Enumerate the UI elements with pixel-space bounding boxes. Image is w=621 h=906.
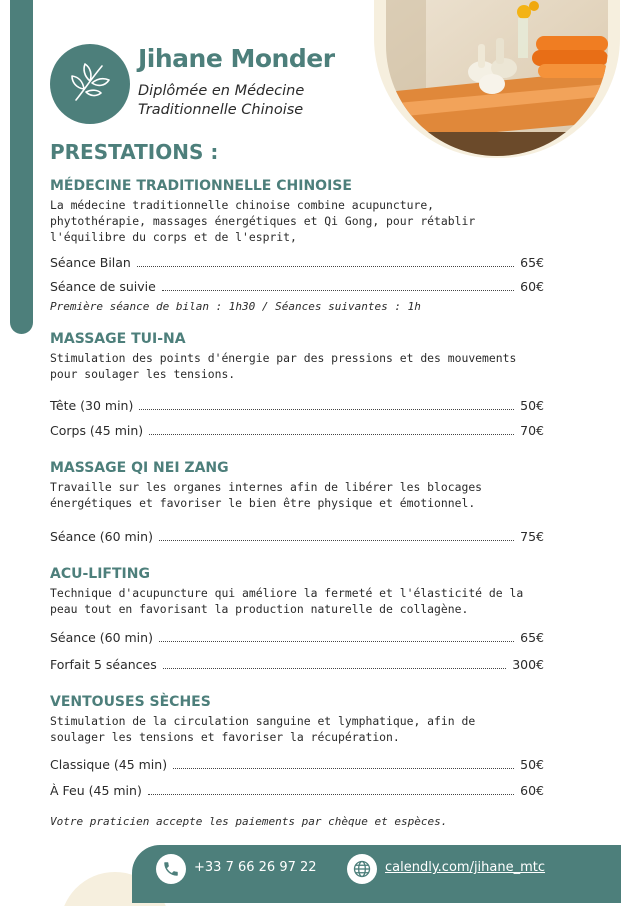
practitioner-name: Jihane Monder bbox=[138, 44, 335, 73]
service-price: 50€ bbox=[520, 757, 544, 772]
logo bbox=[50, 44, 130, 124]
service-label: Séance (60 min) bbox=[50, 529, 153, 544]
section-qi-nei-zang bbox=[50, 458, 546, 511]
service-label: Séance (60 min) bbox=[50, 630, 153, 645]
dotted-leader bbox=[173, 768, 514, 769]
phone-link[interactable]: +33 7 66 26 97 22 bbox=[194, 860, 317, 875]
service-price: 65€ bbox=[520, 255, 544, 270]
description-line: phytothérapie, massages énergétiques et Qi Gong, pour rétablir bbox=[50, 214, 476, 228]
description-line: pour soulager les tensions. bbox=[50, 367, 236, 381]
description-line: Technique d'acupuncture qui améliore la fermeté et l'élasticité de la bbox=[50, 586, 524, 600]
service-label: Tête (30 min) bbox=[50, 398, 134, 413]
price-row bbox=[50, 627, 544, 645]
price-row bbox=[50, 252, 544, 270]
dotted-leader bbox=[159, 540, 514, 541]
page-heading: PRESTATIONS : bbox=[50, 140, 219, 164]
section-title: MASSAGE QI NEI ZANG bbox=[50, 460, 229, 476]
service-price: 60€ bbox=[520, 783, 544, 798]
globe-icon bbox=[347, 854, 377, 884]
service-label: À Feu (45 min) bbox=[50, 783, 142, 798]
price-row bbox=[50, 276, 544, 294]
leaf-branch-icon bbox=[64, 56, 116, 113]
description-line: Travaille sur les organes internes afin de libérer les blocages bbox=[50, 480, 483, 494]
service-label: Forfait 5 séances bbox=[50, 657, 157, 672]
dotted-leader bbox=[139, 409, 514, 410]
section-tui-na bbox=[50, 329, 546, 382]
dotted-leader bbox=[149, 434, 514, 435]
description-line: peau tout en favorisant la production naturelle de collagène. bbox=[50, 602, 469, 616]
section-title: MÉDECINE TRADITIONNELLE CHINOISE bbox=[50, 178, 352, 194]
service-price: 60€ bbox=[520, 279, 544, 294]
description-line: Stimulation de la circulation sanguine et lymphatique, afin de bbox=[50, 714, 476, 728]
service-price: 65€ bbox=[520, 630, 544, 645]
phone-icon bbox=[156, 854, 186, 884]
section-description bbox=[50, 585, 546, 617]
practitioner-subtitle bbox=[138, 82, 304, 120]
section-description bbox=[50, 197, 546, 245]
dotted-leader bbox=[163, 668, 506, 669]
description-line: l'équilibre du corps et de l'esprit, bbox=[50, 230, 297, 244]
price-row bbox=[50, 754, 544, 772]
section-title: VENTOUSES SÈCHES bbox=[50, 694, 211, 710]
section-description bbox=[50, 479, 546, 511]
dotted-leader bbox=[159, 641, 514, 642]
section-ventouses bbox=[50, 692, 546, 745]
price-row bbox=[50, 780, 544, 798]
service-label: Classique (45 min) bbox=[50, 757, 168, 772]
website-link[interactable]: calendly.com/jihane_mtc bbox=[385, 860, 546, 875]
subtitle-line: Diplômée en Médecine bbox=[138, 83, 305, 99]
description-line: La médecine traditionnelle chinoise combine acupuncture, bbox=[50, 198, 435, 212]
dotted-leader bbox=[162, 290, 514, 291]
price-row bbox=[50, 654, 544, 672]
section-description bbox=[50, 350, 546, 382]
description-line: énergétiques et favoriser le bien être physique et émotionnel. bbox=[50, 496, 476, 510]
payment-note: Votre praticien accepte les paiements par chèque et espèces. bbox=[50, 815, 448, 828]
dotted-leader bbox=[137, 266, 514, 267]
dotted-leader bbox=[148, 794, 514, 795]
service-label: Corps (45 min) bbox=[50, 423, 144, 438]
section-acu-lifting bbox=[50, 564, 546, 617]
subtitle-line: Traditionnelle Chinoise bbox=[138, 102, 304, 118]
session-duration-note: Première séance de bilan : 1h30 / Séances suivantes : 1h bbox=[50, 300, 421, 313]
description-line: soulager les tensions et favoriser la récupération. bbox=[50, 730, 400, 744]
service-price: 50€ bbox=[520, 398, 544, 413]
description-line: Stimulation des points d'énergie par des pressions et des mouvements bbox=[50, 351, 517, 365]
service-price: 75€ bbox=[520, 529, 544, 544]
service-price: 70€ bbox=[520, 423, 544, 438]
price-row bbox=[50, 526, 544, 544]
service-price: 300€ bbox=[512, 657, 544, 672]
section-mtc bbox=[50, 176, 546, 245]
decorative-side-bar bbox=[10, 0, 33, 334]
section-description bbox=[50, 713, 546, 745]
price-row bbox=[50, 420, 544, 438]
service-label: Séance Bilan bbox=[50, 255, 131, 270]
service-label: Séance de suivie bbox=[50, 279, 156, 294]
price-row bbox=[50, 395, 544, 413]
section-title: ACU-LIFTING bbox=[50, 566, 150, 582]
section-title: MASSAGE TUI-NA bbox=[50, 331, 186, 347]
